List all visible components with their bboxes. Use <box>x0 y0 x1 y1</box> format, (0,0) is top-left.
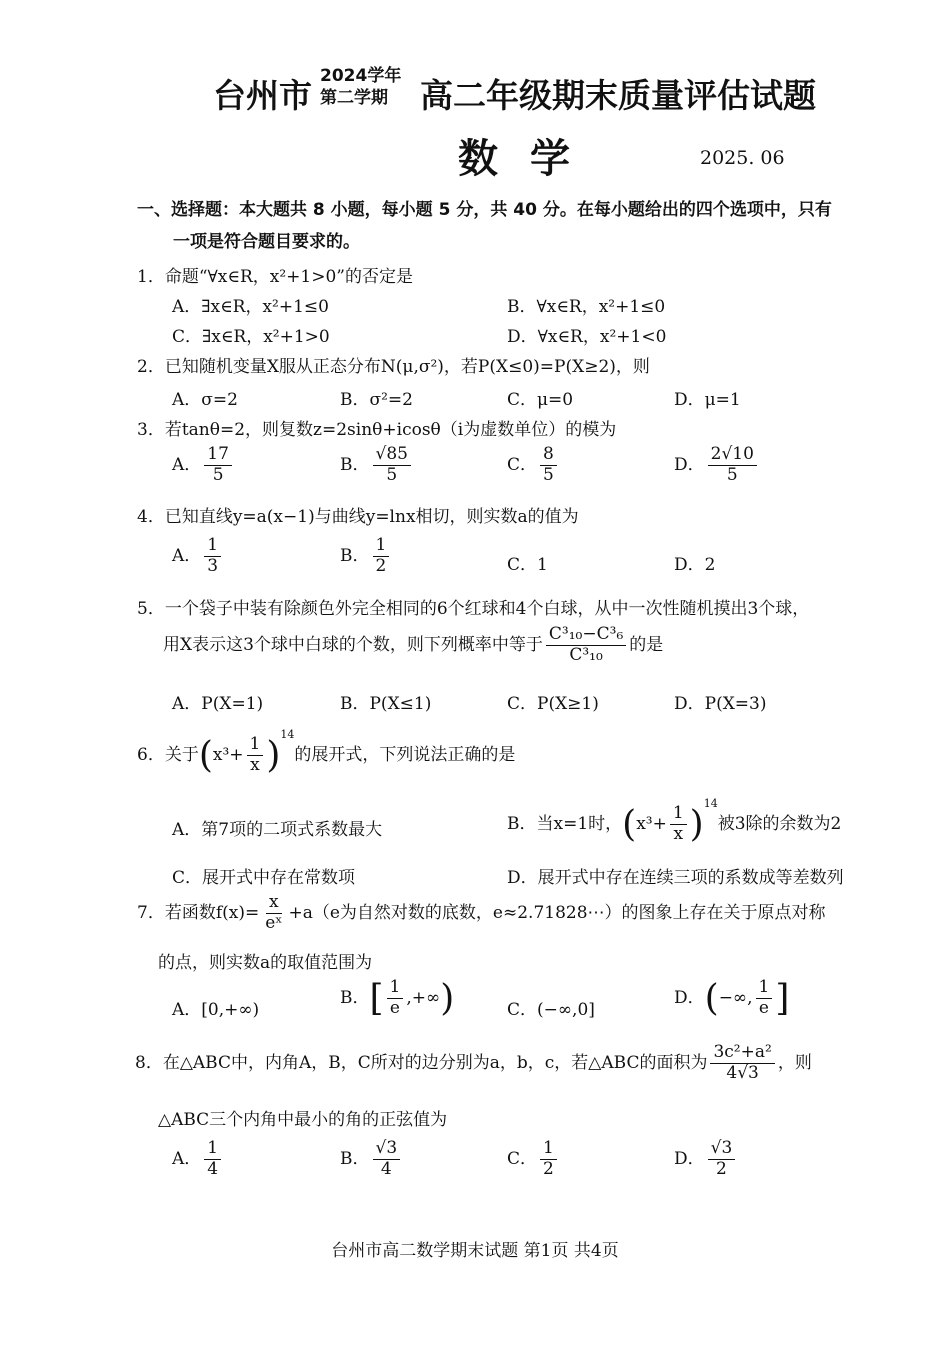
q7-b-tail: ,+∞ <box>406 988 441 1008</box>
q6-right-paren: ) <box>266 735 281 776</box>
q8-option-c <box>507 1140 560 1179</box>
q7-option-d <box>674 978 789 1019</box>
q7-option-c: C．(−∞,0] <box>507 1000 595 1020</box>
q7-option-a: A．[0,+∞) <box>172 1000 260 1020</box>
q2-option-b: B．σ²=2 <box>340 390 413 410</box>
q8-c-numerator: 1 <box>540 1140 557 1160</box>
q8-option-d-fraction <box>708 1140 736 1179</box>
q2-stem: 2．已知随机变量X服从正态分布N(μ,σ²)，若P(X≤0)=P(X≥2)，则 <box>137 357 650 377</box>
q5-option-c: C．P(X≥1) <box>507 694 599 714</box>
q4-option-b-fraction <box>373 537 390 576</box>
q8-b-numerator: √3 <box>373 1140 401 1160</box>
q7-d-numerator: 1 <box>756 979 773 999</box>
q8-line2: △ABC三个内角中最小的角的正弦值为 <box>158 1110 448 1130</box>
q4-option-a-fraction <box>204 537 221 576</box>
q8-option-b <box>340 1140 403 1179</box>
q7-b-fraction <box>387 979 404 1018</box>
q8-stem-pre: 8．在△ABC中，内角A，B，C所对的边分别为a，b，c，若△ABC的面积为 <box>135 1052 708 1073</box>
q3-option-d-fraction <box>708 446 757 485</box>
q1-stem: 1．命题“∀x∈R，x²+1>0”的否定是 <box>137 267 413 287</box>
q7-fraction <box>262 894 285 933</box>
q7-numerator: x <box>266 894 282 914</box>
q6-b-exponent: 14 <box>703 797 718 810</box>
header-year: 2024学年 <box>320 66 402 86</box>
q2-option-a: A．σ=2 <box>172 390 238 410</box>
q6-stem <box>137 728 515 776</box>
q7-b-left-bracket: [ <box>369 978 384 1019</box>
q3-a-numerator: 17 <box>204 446 232 466</box>
q6-expr-numerator: 1 <box>247 736 264 756</box>
q7-b-right-paren: ) <box>440 978 455 1019</box>
q3-option-c <box>507 446 560 485</box>
q8-option-d <box>674 1140 738 1179</box>
q3-option-d <box>674 446 760 485</box>
q8-stem-post: ，则 <box>777 1052 812 1073</box>
q7-stem <box>137 894 826 933</box>
q4-option-b-label: B． <box>340 545 370 566</box>
q4-b-numerator: 1 <box>373 537 390 557</box>
q6-stem-post: 的展开式，下列说法正确的是 <box>294 745 516 765</box>
header-city: 台州市 <box>213 76 312 115</box>
q8-option-c-label: C． <box>507 1148 538 1169</box>
q1-option-b: B．∀x∈R，x²+1≤0 <box>507 297 666 317</box>
q3-a-denominator: 5 <box>212 464 224 485</box>
q8-a-numerator: 1 <box>204 1140 221 1160</box>
q8-option-a-label: A． <box>172 1148 202 1169</box>
q8-denominator: 4√3 <box>726 1062 759 1083</box>
q8-option-a-fraction <box>204 1140 221 1179</box>
q5-line2-pre: 用X表示这3个球中白球的个数，则下列概率中等于 <box>163 634 543 655</box>
header-term-stack <box>320 65 401 109</box>
q2-option-c: C．μ=0 <box>507 390 574 410</box>
q8-numerator: 3c²+a² <box>710 1044 774 1064</box>
q4-stem: 4．已知直线y=a(x−1)与曲线y=lnx相切，则实数a的值为 <box>137 507 579 527</box>
q7-d-left-paren: ( <box>704 978 719 1019</box>
q2-option-d: D．μ=1 <box>674 390 741 410</box>
q8-option-c-fraction <box>540 1140 557 1179</box>
q5-line1: 5．一个袋子中装有除颜色外完全相同的6个红球和4个白球，从中一次性随机摸出3个球， <box>137 599 810 619</box>
q3-d-denominator: 5 <box>726 464 738 485</box>
q4-a-denominator: 3 <box>207 555 219 576</box>
q5-line2-post: 的是 <box>629 634 664 655</box>
q8-option-b-label: B． <box>340 1148 370 1169</box>
q3-option-a-fraction <box>204 446 232 485</box>
q8-b-denominator: 4 <box>380 1158 392 1179</box>
q1-option-c: C．∃x∈R，x²+1>0 <box>172 327 330 347</box>
q6-left-paren: ( <box>198 735 213 776</box>
q7-denominator: eˣ <box>265 912 283 933</box>
q7-line2: 的点，则实数a的取值范围为 <box>158 953 373 973</box>
q6-expr-denominator: x <box>250 755 260 775</box>
q3-option-c-label: C． <box>507 454 538 475</box>
q5-option-d: D．P(X=3) <box>674 694 767 714</box>
q6-stem-pre: 6．关于 <box>137 745 199 765</box>
q3-c-denominator: 5 <box>543 464 554 485</box>
q8-d-numerator: √3 <box>708 1140 736 1160</box>
q7-b-denominator: e <box>389 998 400 1018</box>
q7-stem-pre: 7．若函数f(x)= <box>137 902 260 923</box>
q6-option-b <box>507 797 841 845</box>
q8-fraction <box>710 1044 774 1083</box>
q6-option-d: D．展开式中存在连续三项的系数成等差数列 <box>507 868 844 888</box>
q7-option-b-label: B． <box>340 988 370 1008</box>
q3-option-a <box>172 446 235 485</box>
q6-option-b-pre: B．当x=1时， <box>507 814 623 834</box>
q5-option-b: B．P(X≤1) <box>340 694 432 714</box>
q5-fraction <box>546 626 626 665</box>
q3-option-b-label: B． <box>340 454 370 475</box>
q7-option-b <box>340 978 454 1019</box>
q3-option-d-label: D． <box>674 454 705 475</box>
q6-b-expr-x3: x³+ <box>636 814 667 834</box>
q7-d-right-bracket: ] <box>775 978 790 1019</box>
q6-b-expr-fraction <box>670 805 687 844</box>
q3-option-a-label: A． <box>172 454 202 475</box>
q3-c-numerator: 8 <box>540 446 557 466</box>
q8-stem <box>135 1044 812 1083</box>
q4-option-a-label: A． <box>172 545 202 566</box>
q8-a-denominator: 4 <box>207 1158 219 1179</box>
q3-b-numerator: √85 <box>373 446 411 466</box>
q4-a-numerator: 1 <box>204 537 221 557</box>
q6-option-b-post: 被3除的余数为2 <box>717 814 842 834</box>
q4-option-d: D．2 <box>674 555 716 575</box>
q5-line2 <box>163 626 663 665</box>
q5-fraction-numerator: C³₁₀−C³₆ <box>546 626 626 646</box>
q8-d-denominator: 2 <box>716 1158 727 1179</box>
q7-b-numerator: 1 <box>387 979 404 999</box>
q8-c-denominator: 2 <box>543 1158 554 1179</box>
q7-d-fraction <box>756 979 773 1018</box>
q6-b-expr-numerator: 1 <box>670 805 687 825</box>
q7-d-denominator: e <box>758 998 769 1018</box>
q3-b-denominator: 5 <box>386 464 398 485</box>
q8-option-d-label: D． <box>674 1148 705 1169</box>
q1-option-d: D．∀x∈R，x²+1<0 <box>507 327 667 347</box>
q4-b-denominator: 2 <box>375 555 387 576</box>
q3-option-b-fraction <box>373 446 411 485</box>
q3-stem: 3．若tanθ=2，则复数z=2sinθ+icosθ（i为虚数单位）的模为 <box>137 420 617 440</box>
q7-stem-post: +a（e为自然对数的底数，e≈2.71828⋯）的图象上存在关于原点对称 <box>288 902 826 923</box>
header-term: 第二学期 <box>320 88 388 108</box>
q6-expr-fraction <box>247 736 264 775</box>
section-heading <box>137 194 882 258</box>
q5-fraction-denominator: C³₁₀ <box>569 644 603 665</box>
q6-expr-x3: x³+ <box>212 745 244 765</box>
page-footer: 台州市高二数学期末试题 第1页 共4页 <box>331 1241 619 1261</box>
q6-b-right-paren: ) <box>689 804 704 845</box>
q4-option-c: C．1 <box>507 555 548 575</box>
q7-d-head: −∞, <box>718 988 753 1008</box>
q6-option-c: C．展开式中存在常数项 <box>172 868 356 888</box>
q3-option-c-fraction <box>540 446 557 485</box>
section-heading-line2: 一项是符合题目要求的。 <box>173 232 360 252</box>
q8-option-b-fraction <box>373 1140 401 1179</box>
header-title: 高二年级期末质量评估试题 <box>420 76 816 115</box>
q4-option-b <box>340 537 392 576</box>
q6-option-a: A．第7项的二项式系数最大 <box>172 820 383 840</box>
q1-option-a: A．∃x∈R，x²+1≤0 <box>172 297 329 317</box>
q6-b-left-paren: ( <box>622 804 637 845</box>
q7-option-d-label: D． <box>674 988 705 1008</box>
q8-option-a <box>172 1140 224 1179</box>
q4-option-a <box>172 537 224 576</box>
q6-exponent: 14 <box>280 728 295 741</box>
section-heading-line1: 一、选择题：本大题共 8 小题，每小题 5 分，共 40 分。在每小题给出的四个选项中，只有 <box>137 200 832 220</box>
exam-date: 2025. 06 <box>700 147 785 169</box>
q3-option-b <box>340 446 414 485</box>
q3-d-numerator: 2√10 <box>708 446 757 466</box>
q6-b-expr-denominator: x <box>673 824 684 844</box>
subject-title: 数学 <box>458 136 602 182</box>
q5-option-a: A．P(X=1) <box>172 694 264 714</box>
